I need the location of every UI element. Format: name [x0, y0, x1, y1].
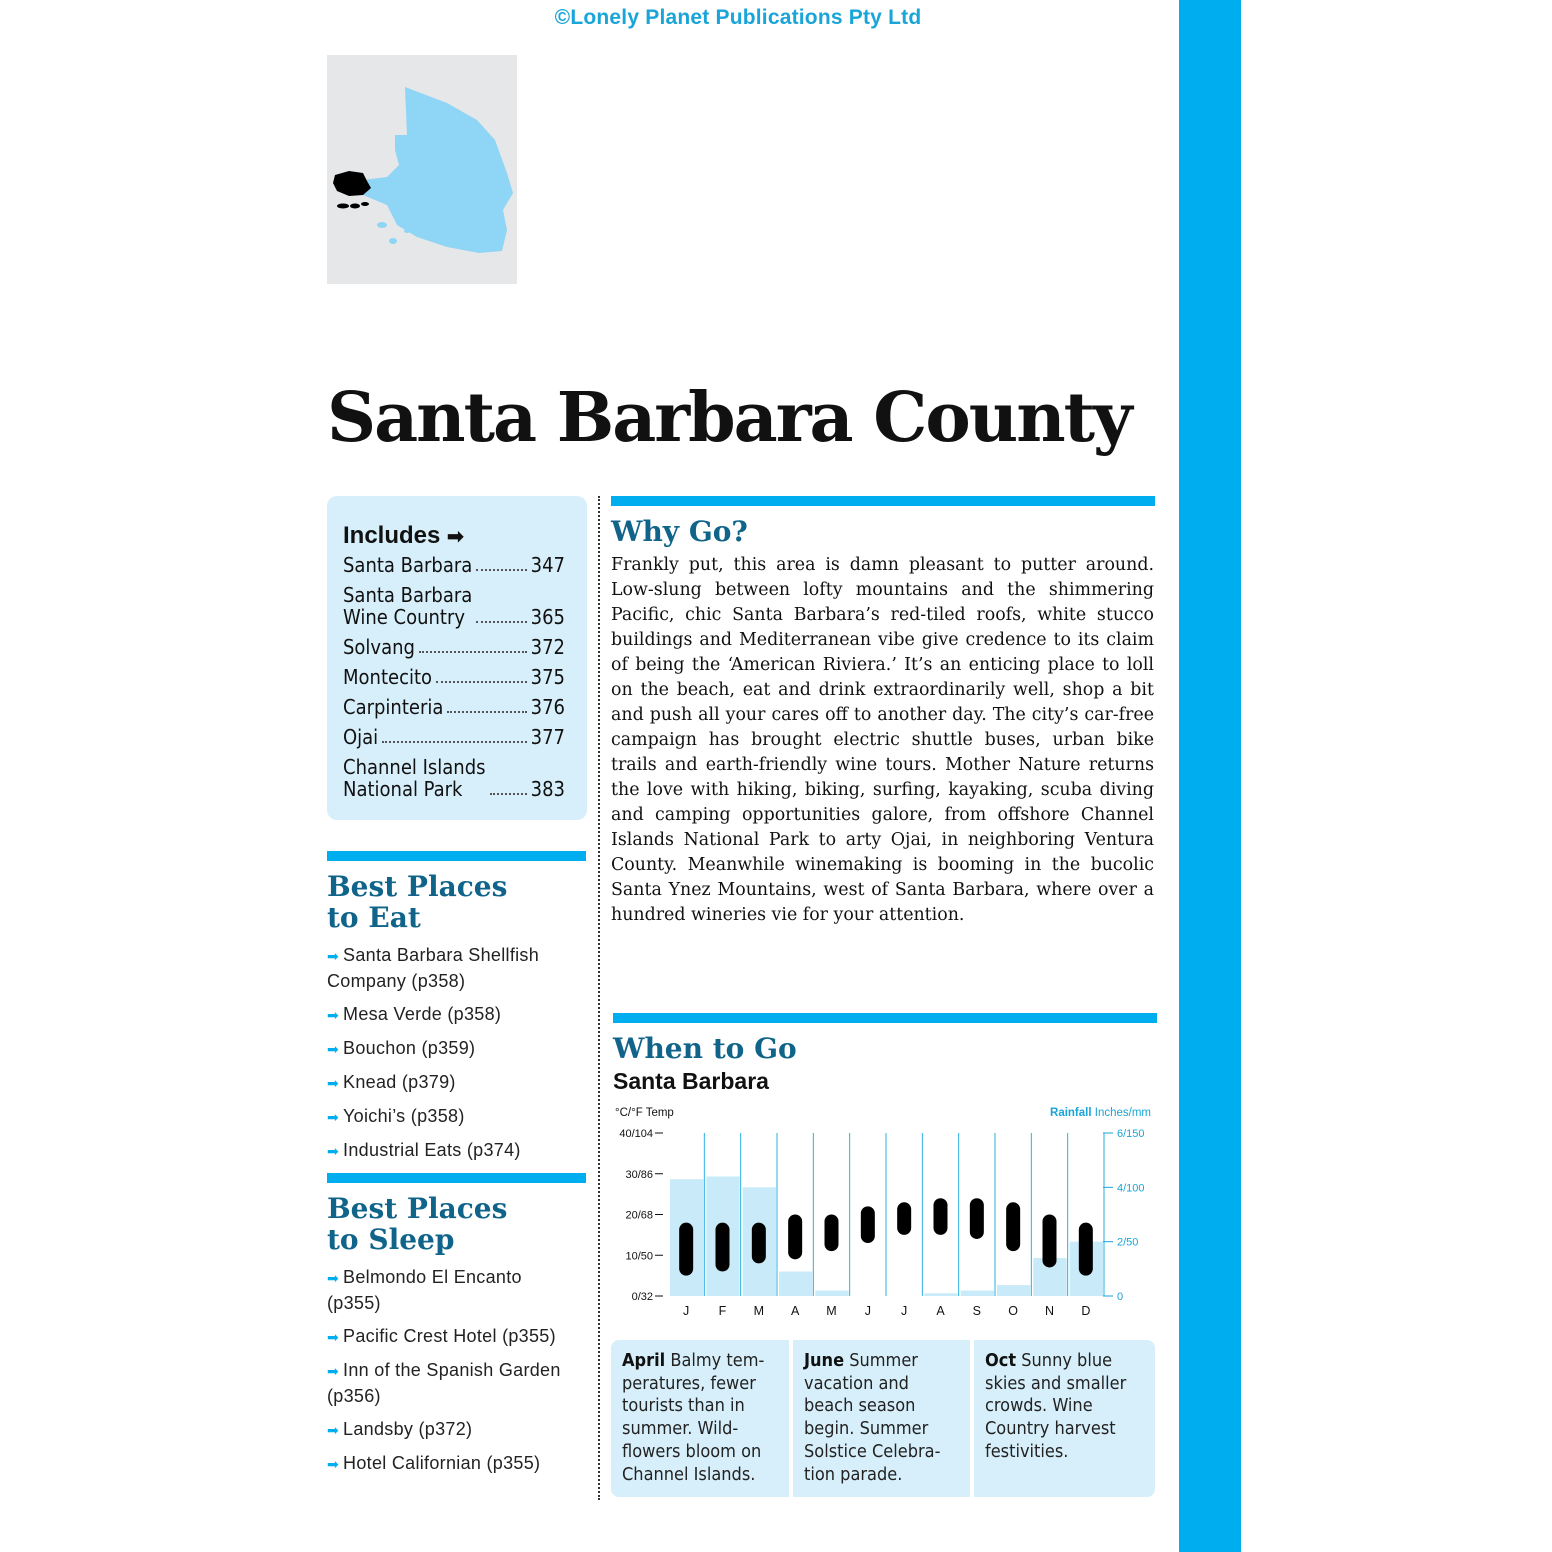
sleep-item-text: Pacific Crest Hotel (p355): [343, 1326, 556, 1346]
sleep-list-item: [327, 1265, 577, 1316]
locator-map: [327, 55, 517, 284]
note-june: [793, 1340, 970, 1497]
temp-tick-label: 30/86: [625, 1168, 653, 1181]
when-to-go-heading: When to Go: [613, 1032, 797, 1065]
month-label: O: [1008, 1304, 1019, 1318]
rain-tick-label: 0: [1117, 1291, 1124, 1303]
includes-item: [343, 554, 565, 576]
month-label: J: [901, 1304, 908, 1318]
includes-item: [343, 696, 565, 718]
eat-list-item: [327, 1138, 577, 1164]
includes-box: [327, 496, 587, 820]
eat-item-text: Bouchon (p359): [343, 1038, 476, 1058]
channel-island-c: [361, 202, 369, 206]
sleep-heading-line2: to Sleep: [327, 1223, 455, 1256]
eat-list-item: [327, 1104, 577, 1130]
sleep-item-text: Hotel Californian (p355): [343, 1453, 541, 1473]
dot-leader: [490, 793, 527, 795]
arrow-bullet-icon: ➡: [327, 1041, 340, 1057]
note-oct-lead: Oct: [985, 1350, 1017, 1371]
dot-leader: [436, 681, 527, 683]
includes-item-name: Solvang: [343, 635, 415, 659]
sleep-item-text: Belmondo El Encanto (p355): [327, 1267, 522, 1313]
temp-axis-label: °C/°F Temp: [615, 1107, 674, 1119]
climate-chart: [611, 1100, 1159, 1330]
eat-list-item: [327, 1002, 577, 1028]
island-1: [377, 222, 387, 228]
arrow-bullet-icon: ➡: [327, 1109, 340, 1125]
eat-heading-line2: to Eat: [327, 901, 421, 934]
rainfall-bar: [997, 1285, 1030, 1296]
month-label: M: [753, 1304, 765, 1318]
rain-tick-label: 4/100: [1117, 1182, 1145, 1195]
month-label: N: [1044, 1304, 1055, 1318]
eat-item-text: Santa Barbara Shellfish Company (p358): [327, 945, 540, 991]
includes-item-name: Carpinteria: [343, 695, 444, 719]
arrow-bullet-icon: ➡: [327, 1075, 340, 1091]
includes-item-name: Ojai: [343, 725, 379, 749]
includes-item-page: 347: [530, 553, 565, 577]
copyright-notice: ©Lonely Planet Publications Pty Ltd: [554, 6, 922, 29]
channel-island-a: [337, 204, 349, 209]
includes-heading-text: Includes: [343, 522, 441, 549]
eat-item-text: Yoichi’s (p358): [343, 1106, 465, 1126]
includes-item-page: 365: [530, 605, 565, 629]
month-label: A: [790, 1304, 800, 1318]
includes-item: [343, 636, 565, 658]
sleep-rule: [327, 1173, 586, 1183]
includes-item-page: 375: [530, 665, 565, 689]
temp-tick-label: 10/50: [625, 1250, 653, 1263]
includes-item-name: Channel Islands National Park: [343, 755, 486, 801]
note-june-text: Summer vacation and beach season begin. Summer Solstice Celebra- tion parade.: [804, 1350, 941, 1485]
includes-item: [343, 666, 565, 688]
includes-item-name: Santa Barbara Wine Country: [343, 583, 473, 629]
dot-leader: [447, 711, 526, 713]
includes-item-page: 377: [530, 725, 565, 749]
eat-item-text: Mesa Verde (p358): [343, 1004, 502, 1024]
includes-item-page: 376: [530, 695, 565, 719]
dot-leader: [476, 621, 526, 623]
note-april: [611, 1340, 789, 1497]
eat-list-item: [327, 1070, 577, 1096]
rain-axis-label: [1050, 1107, 1151, 1119]
dot-leader: [419, 651, 527, 653]
why-rule: [611, 496, 1155, 506]
rainfall-bar: [779, 1272, 812, 1296]
channel-island-b: [350, 204, 360, 209]
includes-item: [343, 756, 565, 800]
sleep-list-item: [327, 1324, 577, 1350]
rain-axis-label-unit: Inches/mm: [1091, 1107, 1151, 1119]
arrow-bullet-icon: ➡: [327, 1456, 340, 1472]
month-label: D: [1081, 1304, 1091, 1318]
note-june-lead: June: [804, 1350, 845, 1371]
eat-rule: [327, 851, 586, 861]
month-label: F: [718, 1304, 727, 1318]
side-color-band: [1179, 0, 1241, 1552]
rain-tick-label: 6/150: [1117, 1128, 1145, 1140]
sleep-item-text: Inn of the Spanish Garden (p356): [327, 1360, 561, 1406]
arrow-bullet-icon: ➡: [327, 948, 340, 964]
arrow-bullet-icon: ➡: [327, 1363, 340, 1379]
month-label: M: [826, 1304, 837, 1318]
month-column: [815, 1133, 848, 1296]
eat-heading-line1: Best Places: [327, 870, 508, 903]
why-go-heading: Why Go?: [611, 515, 748, 548]
rain-axis-label-bold: Rainfall: [1050, 1107, 1092, 1119]
column-divider: [598, 496, 600, 1500]
arrow-bullet-icon: ➡: [327, 1007, 340, 1023]
includes-item-name: Montecito: [343, 665, 433, 689]
includes-item: [343, 584, 565, 628]
sleep-list-item: [327, 1358, 577, 1409]
island-3: [404, 229, 410, 233]
why-go-text: Frankly put, this area is damn pleasant to putter around. Low-slung between lofty mountains and the shimmering Pacific, chic Santa Barbara’s red-tiled roofs, white stucco buildings and Mediterranean vibe give credence to its claim of being the ‘American Riviera.’ It’s an enticing place to loll on the beach, eat and drink extraordinarily well, shop a bit and push all your cares off to another day. The city’s car-free campaign has brought electric shuttle buses, urban bike trails and earth-friendly wine tours. Mother Nature returns the love with hiking, biking, surfing, kayaking, scuba diving and camping opportunities galore, from offshore Channel Islands National Park to arty Ojai, in neighboring Ventura County. Meanwhile winemaking is booming in the bucolic Santa Ynez Mountains, west of Santa Barbara, where over a hundred wineries vie for your attention.: [611, 555, 1154, 925]
arrow-right-icon: ➡: [447, 526, 464, 548]
when-rule: [613, 1013, 1157, 1023]
city-name: Santa Barbara: [613, 1068, 769, 1094]
month-label: J: [864, 1304, 871, 1318]
page-title: Santa Barbara County: [327, 378, 1131, 458]
sleep-list-item: [327, 1417, 577, 1443]
arrow-bullet-icon: ➡: [327, 1329, 340, 1345]
temp-tick-label: 40/104: [619, 1128, 653, 1140]
eat-list-item: [327, 943, 577, 994]
eat-list-item: [327, 1036, 577, 1062]
month-label: S: [972, 1304, 982, 1318]
rain-tick-label: 2/50: [1117, 1236, 1139, 1249]
eat-item-text: Industrial Eats (p374): [343, 1140, 521, 1160]
eat-heading: [327, 871, 507, 933]
rainfall-bar: [924, 1293, 957, 1296]
eat-list: [327, 943, 577, 1172]
sleep-heading-line1: Best Places: [327, 1192, 508, 1225]
note-oct: [974, 1340, 1155, 1497]
sleep-list-item: [327, 1451, 577, 1477]
sleep-list: [327, 1265, 577, 1485]
includes-item-page: 383: [530, 777, 565, 801]
eat-item-text: Knead (p379): [343, 1072, 456, 1092]
includes-item-page: 372: [530, 635, 565, 659]
month-label: A: [936, 1304, 945, 1318]
island-2: [389, 238, 397, 244]
sleep-heading: [327, 1193, 507, 1255]
arrow-bullet-icon: ➡: [327, 1270, 340, 1286]
note-april-text: Balmy tem- peratures, fewer tourists than in summer. Wild- flowers bloom on Channel Islands.: [622, 1350, 765, 1485]
note-oct-text: Sunny blue skies and smaller crowds. Wine Country harvest festivities.: [985, 1350, 1127, 1462]
rainfall-bar: [815, 1291, 848, 1296]
arrow-bullet-icon: ➡: [327, 1143, 340, 1159]
includes-item-name: Santa Barbara: [343, 553, 473, 577]
note-april-lead: April: [622, 1350, 666, 1371]
includes-list: [343, 554, 565, 800]
rainfall-bar: [961, 1291, 994, 1296]
includes-item: [343, 726, 565, 748]
temp-tick-label: 0/32: [631, 1291, 653, 1303]
temp-tick-label: 20/68: [625, 1209, 653, 1222]
dot-leader: [382, 741, 526, 743]
dot-leader: [476, 569, 526, 571]
includes-heading: [343, 522, 565, 550]
month-notes: [611, 1340, 1155, 1497]
sleep-item-text: Landsby (p372): [343, 1419, 473, 1439]
arrow-bullet-icon: ➡: [327, 1422, 340, 1438]
month-label: J: [683, 1304, 690, 1318]
